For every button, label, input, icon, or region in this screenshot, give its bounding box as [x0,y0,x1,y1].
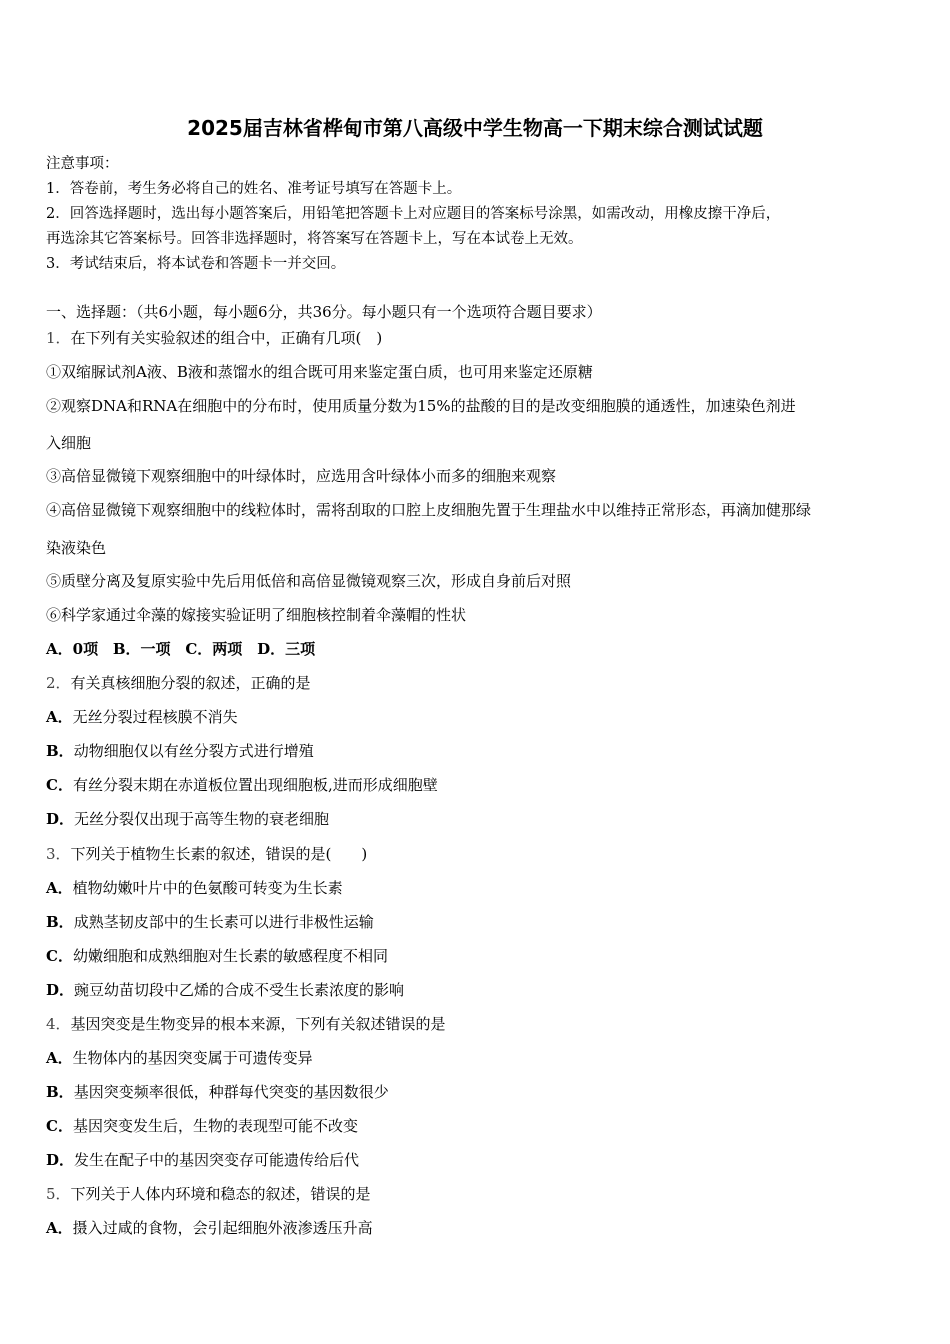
question-number: 3． [46,845,71,863]
statement-item: ⑥科学家通过伞藻的嫁接实验证明了细胞核控制着伞藻帽的性状 [46,606,467,624]
option-text: 幼嫩细胞和成熟细胞对生长素的敏感程度不相同 [72,947,388,965]
option-text: 无丝分裂仅出现于高等生物的衰老细胞 [74,810,330,828]
option-text: 豌豆幼苗切段中乙烯的合成不受生长素浓度的影响 [74,981,405,999]
question-text: 有关真核细胞分裂的叙述，正确的是 [70,674,311,692]
statement-item: ④高倍显微镜下观察细胞中的线粒体时，需将刮取的口腔上皮细胞先置于生理盐水中以维持正常形态，再滴加健那绿 [46,501,812,519]
option-text: 摄入过咸的食物，会引起细胞外液渗透压升高 [72,1219,373,1237]
option-letter: A． [46,1049,73,1067]
option-letter: D． [46,1151,75,1169]
option-letter: A． [46,879,73,897]
section-heading: 一、选择题：（共6小题，每小题6分，共36分。每小题只有一个选项符合题目要求） [46,303,602,321]
option-letter: D． [46,981,75,999]
statement-item: 入细胞 [46,434,92,452]
option-d[interactable] [46,808,329,829]
question-2-stem [46,672,311,693]
option-letter: C． [46,1117,73,1135]
question-text: 下列关于人体内环境和稳态的叙述，错误的是 [70,1185,371,1203]
option-b[interactable] [46,1081,389,1102]
question-1-stem [46,327,382,348]
option-letter: B． [46,913,74,931]
option-letter: A． [46,708,73,726]
option-b[interactable] [46,740,314,761]
question-text: 下列关于植物生长素的叙述，错误的是( ) [70,845,368,863]
option-a[interactable] [46,1217,373,1238]
option-letter: B． [46,1083,74,1101]
note-item: 2．回答选择题时，选出每小题答案后，用铅笔把答题卡上对应题目的答案标号涂黑，如需改动，用橡皮擦干净后， [46,206,781,222]
option-b[interactable]: B．一项 [112,640,171,658]
question-1-options [46,638,325,659]
question-number: 5． [46,1185,71,1203]
option-c[interactable] [46,774,438,795]
question-text: 在下列有关实验叙述的组合中，正确有几项( ) [70,329,383,347]
option-text: 植物幼嫩叶片中的色氨酸可转变为生长素 [72,879,343,897]
option-c[interactable]: C．两项 [185,640,243,658]
option-a[interactable] [46,1047,313,1068]
question-3-stem [46,843,367,864]
option-d[interactable]: D．三项 [257,640,316,658]
option-b[interactable] [46,911,374,932]
option-text: 动物细胞仅以有丝分裂方式进行增殖 [73,742,314,760]
option-text: 发生在配子中的基因突变存可能遗传给后代 [74,1151,360,1169]
option-a[interactable] [46,706,238,727]
statement-item: 染液染色 [46,539,107,557]
option-letter: C． [46,776,73,794]
question-number: 1． [46,329,71,347]
option-text: 基因突变发生后，生物的表现型可能不改变 [72,1117,358,1135]
option-c[interactable] [46,1115,358,1136]
option-c[interactable] [46,945,388,966]
option-text: 有丝分裂末期在赤道板位置出现细胞板,进而形成细胞壁 [72,776,438,794]
option-text: 生物体内的基因突变属于可遗传变异 [72,1049,313,1067]
question-4-stem [46,1013,446,1034]
option-text: 基因突变频率很低，种群每代突变的基因数很少 [73,1083,389,1101]
question-5-stem [46,1183,371,1204]
option-letter: A． [46,1219,73,1237]
statement-item: ②观察DNA和RNA在细胞中的分布时，使用质量分数为15%的盐酸的目的是改变细胞膜的通透性，加速染色剂进 [46,397,796,415]
statement-item: ⑤质壁分离及复原实验中先后用低倍和高倍显微镜观察三次，形成自身前后对照 [46,572,572,590]
question-number: 4． [46,1015,71,1033]
note-item: 再选涂其它答案标号。回答非选择题时，将答案写在答题卡上，写在本试卷上无效。 [46,231,583,247]
option-d[interactable] [46,1149,359,1170]
page-title: 2025届吉林省桦甸市第八高级中学生物高一下期末综合测试试题 [187,116,763,140]
option-letter: B． [46,742,74,760]
note-item: 1．答卷前，考生务必将自己的姓名、准考证号填写在答题卡上。 [46,181,462,197]
option-text: 成熟茎韧皮部中的生长素可以进行非极性运输 [73,913,374,931]
statement-item: ①双缩脲试剂A液、B液和蒸馏水的组合既可用来鉴定蛋白质，也可用来鉴定还原糖 [46,363,593,381]
option-text: 无丝分裂过程核膜不消失 [72,708,238,726]
question-text: 基因突变是生物变异的根本来源，下列有关叙述错误的是 [70,1015,446,1033]
option-letter: C． [46,947,73,965]
option-a[interactable] [46,877,343,898]
question-number: 2． [46,674,71,692]
option-d[interactable] [46,979,404,1000]
notes-heading: 注意事项： [46,156,119,172]
option-letter: D． [46,810,75,828]
note-item: 3．考试结束后，将本试卷和答题卡一并交回。 [46,256,346,272]
statement-item: ③高倍显微镜下观察细胞中的叶绿体时，应选用含叶绿体小而多的细胞来观察 [46,467,557,485]
option-a[interactable]: A．0项 [46,640,99,658]
